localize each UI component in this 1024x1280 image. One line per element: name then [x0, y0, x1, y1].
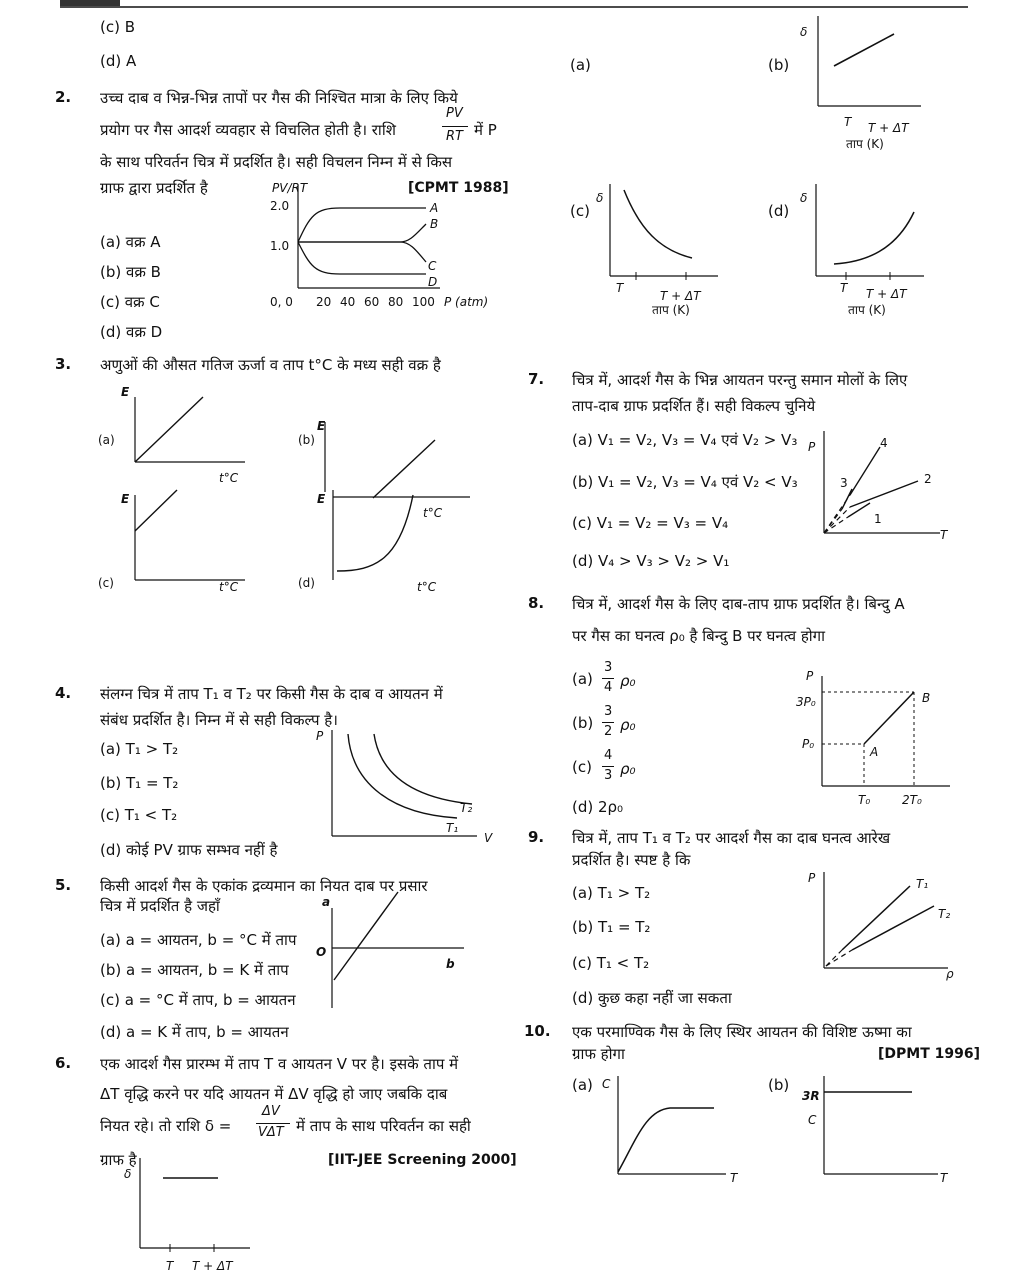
q6-graph-b [796, 10, 936, 150]
q6-line1: एक आदर्श गैस प्रारम्भ में ताप T व आयतन V पर है। इसके ताप में [100, 1055, 459, 1073]
q7-graph [800, 425, 955, 545]
q2-xlabel: P (atm) [444, 295, 489, 309]
q3-label-a: (a) [98, 433, 115, 447]
q2-curve-d [298, 242, 426, 274]
q3-label-b: (b) [298, 433, 315, 447]
q6-number: 6. [55, 1054, 72, 1072]
q6c-x1: T [616, 281, 624, 295]
q6-frac-bar [256, 1123, 290, 1124]
q2-y-tick-2: 2.0 [270, 199, 290, 213]
q8-line-ab [864, 692, 914, 744]
q8-option-b: (b) [572, 714, 594, 732]
q10a-t: T [730, 1171, 738, 1185]
q8-c-num: 4 [604, 748, 613, 763]
q2-x-tick-60: 60 [364, 295, 380, 309]
q10a-curve [618, 1108, 714, 1172]
q9-number: 9. [528, 828, 545, 846]
q10b-3r: 3R [802, 1089, 820, 1103]
q10-label-a: (a) [572, 1076, 593, 1094]
q5-graph [312, 890, 472, 1012]
q2-ylabel: PV/RT [272, 181, 308, 195]
q6-graph-c [590, 180, 730, 320]
q9-option-b: (b) T₁ = T₂ [572, 918, 651, 936]
q4-option-b: (b) T₁ = T₂ [100, 774, 179, 792]
q3c-ylabel: E [121, 492, 130, 506]
q10-label-b: (b) [768, 1076, 790, 1094]
q7-ylabel: P [808, 440, 816, 454]
q8-b-tail: ρ₀ [620, 716, 636, 734]
q5-option-d: (d) a = K में ताप, b = आयतन [100, 1023, 289, 1041]
q5-line [334, 892, 398, 980]
q5-option-a: (a) a = आयतन, b = °C में ताप [100, 931, 297, 949]
q8-c-den: 3 [604, 768, 613, 783]
q5-option-b: (b) a = आयतन, b = K में ताप [100, 961, 289, 979]
q10-source: [DPMT 1996] [878, 1046, 980, 1062]
q2-x-tick-100: 100 [412, 295, 435, 309]
q1-option-d: (d) A [100, 52, 137, 70]
q8-b-num: 3 [604, 704, 613, 719]
q3b-ylabel: E [317, 419, 326, 433]
q2-line2b: में P [474, 121, 497, 139]
q8-y-3p0: 3P₀ [796, 695, 816, 709]
q6b-line [834, 34, 894, 66]
q10a-c: C [602, 1077, 611, 1091]
q9-option-a: (a) T₁ > T₂ [572, 884, 651, 902]
q6-line2: ΔT वृद्धि करने पर यदि आयतन में ΔV वृद्धि हो जाए जबकि दाब [100, 1085, 448, 1103]
q8-a-tail: ρ₀ [620, 672, 636, 690]
q6a-x2: T + ΔT [192, 1259, 233, 1273]
q4-number: 4. [55, 684, 72, 702]
q4-line1: संलग्न चित्र में ताप T₁ व T₂ पर किसी गैस के दाब व आयतन में [100, 685, 443, 703]
q8-graph [780, 666, 960, 812]
q8-option-d: (d) 2ρ₀ [572, 798, 624, 816]
q8-line1: चित्र में, आदर्श गैस के लिए दाब-ताप ग्राफ प्रदर्शित है। बिन्दु A [572, 595, 905, 613]
q3-label-d: (d) [298, 576, 315, 590]
q4-curve-t2 [374, 734, 472, 804]
q8-point-b: B [922, 691, 931, 705]
top-rule [0, 0, 1024, 10]
q4-ylabel: P [316, 729, 324, 743]
q7-number: 7. [528, 370, 545, 388]
q8-a-bar [602, 678, 614, 679]
q8-c-tail: ρ₀ [620, 760, 636, 778]
q3-label-c: (c) [98, 576, 114, 590]
q9-line2: प्रदर्शित है। स्पष्ट है कि [572, 851, 691, 869]
q3-graph-a [95, 382, 255, 492]
q3d-xlabel-top: t°C [423, 506, 443, 520]
q3-graph-c [95, 485, 255, 600]
q8-c-bar [602, 766, 614, 767]
q3c-line [135, 490, 177, 531]
q10-line2: ग्राफ होगा [572, 1045, 625, 1063]
q3a-line [135, 397, 203, 462]
q8-b-den: 2 [604, 724, 613, 739]
q2-line2a: प्रयोग पर गैस आदर्श व्यवहार से विचलित होती है। राशि [100, 121, 396, 139]
q8-y-p0: P₀ [802, 737, 815, 751]
q7-line-4 [850, 447, 880, 495]
q2-y-tick-1: 1.0 [270, 239, 290, 253]
q8-a-num: 3 [604, 660, 613, 675]
q2-number: 2. [55, 88, 72, 106]
q6-opt-b-label: (b) [768, 56, 790, 74]
q5-label-o: O [316, 945, 327, 959]
q6c-ylabel: δ [596, 191, 604, 205]
q6c-tap: ताप (K) [652, 303, 690, 317]
q6-opt-c-label: (c) [570, 202, 590, 220]
q6-frac-den: VΔT [258, 1125, 284, 1140]
q9-label-t1: T₁ [916, 877, 929, 891]
q8-option-c: (c) [572, 758, 592, 776]
q6d-tap: ताप (K) [848, 303, 886, 317]
q4-label-t2: T₂ [460, 801, 473, 815]
q7-label-1: 1 [874, 512, 882, 526]
q10-graph-a [596, 1070, 756, 1190]
q1-option-c: (c) B [100, 18, 136, 36]
q4-line2: संबंध प्रदर्शित है। निम्न में से सही विकल्प है। [100, 711, 338, 729]
q7-line-2 [850, 481, 918, 507]
q5-line2: चित्र में प्रदर्शित है जहाँ [100, 897, 220, 915]
q6b-x1: T [844, 115, 852, 129]
q7-label-4: 4 [880, 436, 888, 450]
q8-b-bar [602, 722, 614, 723]
q6b-tap: ताप (K) [846, 137, 884, 151]
q5-label-b: b [446, 957, 455, 971]
q2-x-tick-80: 80 [388, 295, 404, 309]
q7-option-a: (a) V₁ = V₂, V₃ = V₄ एवं V₂ > V₃ [572, 431, 798, 449]
q2-graph [260, 176, 510, 316]
q5-option-c: (c) a = °C में ताप, b = आयतन [100, 991, 296, 1009]
q6-line4: ग्राफ है [100, 1151, 137, 1169]
q2-line4: ग्राफ द्वारा प्रदर्शित है [100, 179, 208, 197]
q8-x-2t0: 2T₀ [902, 793, 922, 807]
q6-opt-a-label: (a) [570, 56, 591, 74]
q9-option-c: (c) T₁ < T₂ [572, 954, 650, 972]
q6a-ylabel: δ [124, 1167, 132, 1181]
q2-line1: उच्च दाब व भिन्न-भिन्न तापों पर गैस की निश्चित मात्रा के लिए किये [100, 89, 458, 107]
q10b-t: T [940, 1171, 948, 1185]
q6b-ylabel: δ [800, 25, 808, 39]
q2-option-d: (d) वक्र D [100, 323, 163, 341]
q2-option-b: (b) वक्र B [100, 263, 161, 281]
q9-graph [800, 866, 960, 980]
q6d-x1: T [840, 281, 848, 295]
q6d-x2: T + ΔT [866, 287, 907, 301]
q7-option-b: (b) V₁ = V₂, V₃ = V₄ एवं V₂ < V₃ [572, 473, 798, 491]
q2-label-d: D [428, 275, 438, 289]
q8-x-t0: T₀ [858, 793, 871, 807]
q4-option-c: (c) T₁ < T₂ [100, 806, 178, 824]
q8-ylabel: P [806, 669, 814, 683]
q9-ylabel: P [808, 871, 816, 885]
q5-line1: किसी आदर्श गैस के एकांक द्रव्यमान का नियत दाब पर प्रसार [100, 877, 428, 895]
q4-xlabel: V [484, 831, 493, 845]
q2-x-tick-20: 20 [316, 295, 332, 309]
q2-label-a: A [430, 201, 439, 215]
q4-option-a: (a) T₁ > T₂ [100, 740, 179, 758]
q7-line-3 [842, 489, 852, 509]
q6-line3b: में ताप के साथ परिवर्तन का सही [296, 1117, 471, 1135]
q6-frac-num: ΔV [262, 1104, 280, 1119]
q3d-ylabel: E [317, 492, 326, 506]
q6-graph-d [796, 180, 936, 320]
q2-curve-a [298, 208, 426, 242]
q2-curve-b [298, 224, 426, 242]
q9-line-t1 [842, 886, 910, 950]
q8-number: 8. [528, 594, 545, 612]
q7-line1: चित्र में, आदर्श गैस के भिन्न आयतन परन्तु समान मोलों के लिए [572, 371, 908, 389]
q2-origin: 0, 0 [270, 295, 293, 309]
q4-label-t1: T₁ [446, 821, 459, 835]
q4-graph [312, 724, 512, 850]
q7-xlabel: T [940, 528, 948, 542]
q3-text: अणुओं की औसत गतिज ऊर्जा व ताप t°C के मध्य सही वक्र है [100, 356, 441, 374]
q2-x-tick-40: 40 [340, 295, 356, 309]
q10-graph-b [800, 1070, 960, 1190]
q10-line1: एक परमाण्विक गैस के लिए स्थिर आयतन की विशिष्ट ऊष्मा का [572, 1023, 912, 1041]
q6-line3a: नियत रहे। तो राशि δ = [100, 1117, 232, 1135]
q4-option-d: (d) कोई PV ग्राफ सम्भव नहीं है [100, 841, 278, 859]
q5-number: 5. [55, 876, 72, 894]
q2-source: [CPMT 1988] [408, 180, 509, 196]
q3a-ylabel: E [121, 385, 130, 399]
q6a-x1: T [166, 1259, 174, 1273]
q6b-x2: T + ΔT [868, 121, 909, 135]
q3-graph-d [295, 485, 470, 600]
q6-graph-a [120, 1156, 260, 1276]
q6d-curve [834, 212, 914, 264]
q9-option-d: (d) कुछ कहा नहीं जा सकता [572, 989, 732, 1007]
q6c-x2: T + ΔT [660, 289, 701, 303]
q4-curve-t1 [348, 734, 457, 818]
q2-curve-c [298, 242, 426, 262]
q3d-curve [337, 495, 413, 571]
q2-frac-bar [442, 126, 468, 127]
q2-label-b: B [430, 217, 439, 231]
q10-number: 10. [524, 1022, 551, 1040]
q3d-xlabel: t°C [417, 580, 437, 594]
q7-label-2: 2 [924, 472, 932, 486]
q3-number: 3. [55, 355, 72, 373]
q8-point-a: A [870, 745, 879, 759]
q2-frac-den: RT [446, 129, 463, 144]
q6-opt-d-label: (d) [768, 202, 790, 220]
q5-label-a: a [322, 895, 331, 909]
q2-option-a: (a) वक्र A [100, 233, 161, 251]
q8-line2: पर गैस का घनत्व ρ₀ है बिन्दु B पर घनत्व होगा [572, 627, 826, 645]
q9-xlabel: ρ [946, 967, 954, 981]
q2-label-c: C [428, 259, 437, 273]
q7-option-d: (d) V₄ > V₃ > V₂ > V₁ [572, 552, 730, 570]
q2-line3: के साथ परिवर्तन चित्र में प्रदर्शित है। सही विचलन निम्न में से किस [100, 153, 453, 171]
q2-option-c: (c) वक्र C [100, 293, 160, 311]
q3c-xlabel: t°C [219, 580, 239, 594]
q6-source: [IIT-JEE Screening 2000] [328, 1152, 517, 1168]
q3a-xlabel: t°C [219, 471, 239, 485]
q7-line2: ताप-दाब ग्राफ प्रदर्शित हैं। सही विकल्प चुनिये [572, 397, 816, 415]
q7-option-c: (c) V₁ = V₂ = V₃ = V₄ [572, 514, 729, 532]
q9-line1: चित्र में, ताप T₁ व T₂ पर आदर्श गैस का दाब घनत्व आरेख [572, 829, 891, 847]
q10b-c: C [808, 1113, 817, 1127]
q6c-curve [624, 190, 692, 258]
q7-line-1 [848, 503, 870, 517]
q2-frac-num: PV [446, 106, 463, 121]
q6d-ylabel: δ [800, 191, 808, 205]
q8-option-a: (a) [572, 670, 593, 688]
q7-label-3: 3 [840, 476, 848, 490]
q8-a-den: 4 [604, 680, 613, 695]
q9-label-t2: T₂ [938, 907, 951, 921]
